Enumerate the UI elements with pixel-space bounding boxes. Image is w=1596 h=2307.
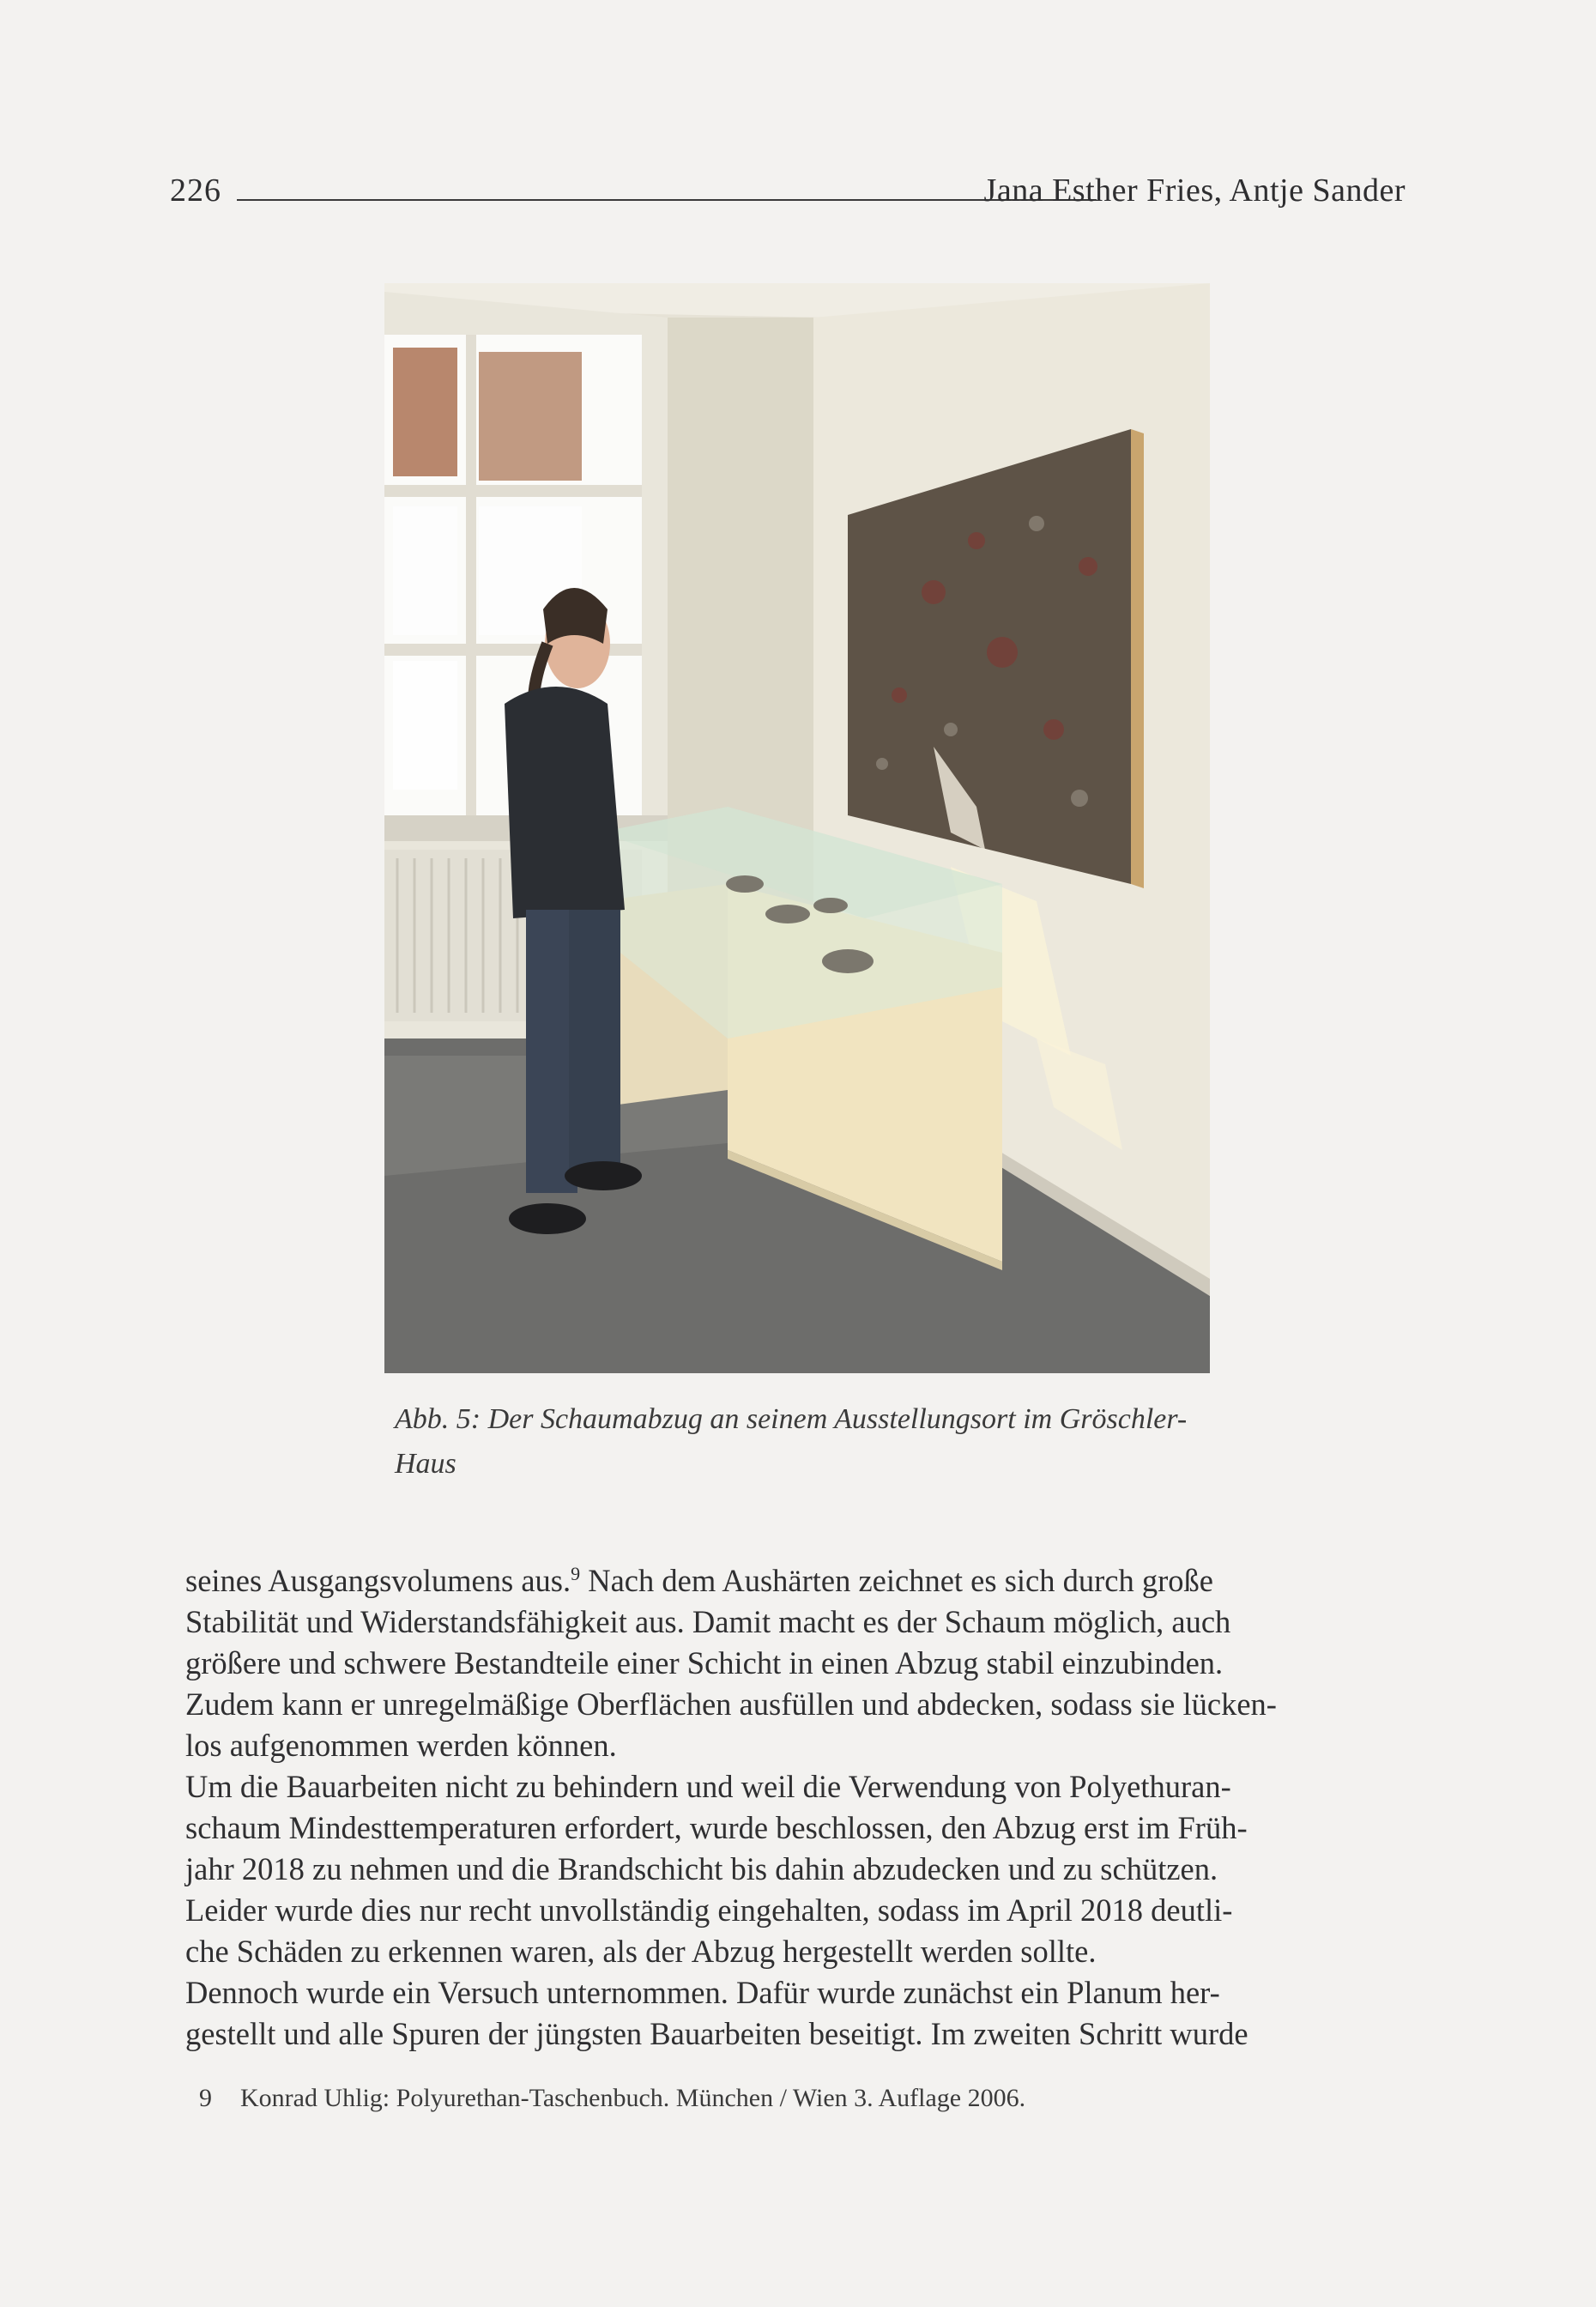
text-line — [185, 1560, 1414, 1602]
text-fragment: gestellt und alle Spuren der jüngsten Bauarbeiten beseitigt. Im zweiten Schritt wurde — [185, 2016, 1248, 2051]
footnote-number: 9 — [199, 2084, 212, 2112]
text-fragment: Nach dem Aushärten zeichnet es sich durch große — [588, 1563, 1213, 1598]
text-fragment: Dennoch wurde ein Versuch unternommen. Dafür wurde zunächst ein Planum her- — [185, 1975, 1220, 2010]
photo-illustration — [384, 283, 1210, 1373]
text-line — [185, 1972, 1414, 2013]
figure-caption — [395, 1397, 1218, 1487]
text-fragment: Stabilität und Widerstandsfähigkeit aus. Damit macht es der Schaum möglich, auch — [185, 1604, 1231, 1639]
footnote — [199, 2084, 1025, 2113]
footnote-text: Konrad Uhlig: Polyurethan-Taschenbuch. München / Wien 3. Auflage 2006. — [240, 2084, 1026, 2112]
text-line — [185, 1890, 1414, 1931]
caption-line: Abb. 5: Der Schaumabzug an seinem Ausstellungsort im Gröschler- — [395, 1403, 1188, 1435]
text-fragment: che Schäden zu erkennen waren, als der Abzug hergestellt werden sollte. — [185, 1934, 1097, 1969]
text-line — [185, 2013, 1414, 2055]
running-header — [170, 172, 1406, 223]
text-fragment: größere und schwere Bestandteile einer Schicht in einen Abzug stabil einzubinden. — [185, 1645, 1224, 1680]
text-line — [185, 1931, 1414, 1972]
text-fragment: los aufgenommen werden können. — [185, 1728, 617, 1763]
exhibition-photo — [384, 283, 1210, 1373]
page-number: 226 — [170, 173, 221, 209]
text-fragment: Zudem kann er unregelmäßige Oberflächen ausfüllen und abdecken, sodass sie lücken- — [185, 1686, 1277, 1722]
text-line — [185, 1849, 1414, 1890]
text-line — [185, 1766, 1414, 1807]
text-fragment: schaum Mindesttemperaturen erfordert, wurde beschlossen, den Abzug erst im Früh- — [185, 1810, 1248, 1845]
text-line — [185, 1643, 1414, 1684]
footnote-reference[interactable]: 9 — [571, 1562, 581, 1584]
text-line — [185, 1807, 1414, 1849]
text-line — [185, 1602, 1414, 1643]
header-rule — [237, 199, 1097, 201]
running-head-authors: Jana Esther Fries, Antje Sander — [983, 173, 1406, 209]
text-line — [185, 1725, 1414, 1766]
text-line — [185, 1684, 1414, 1725]
text-fragment: seines Ausgangsvolumens aus. — [185, 1563, 571, 1598]
text-fragment: jahr 2018 zu nehmen und die Brandschicht bis dahin abzudecken und zu schützen. — [185, 1851, 1218, 1886]
text-fragment: Um die Bauarbeiten nicht zu behindern und weil die Verwendung von Polyethuran- — [185, 1769, 1231, 1804]
text-fragment: Leider wurde dies nur recht unvollständig eingehalten, sodass im April 2018 deutli- — [185, 1892, 1233, 1928]
body-paragraphs — [185, 1560, 1414, 2055]
caption-line: Haus — [395, 1448, 456, 1480]
